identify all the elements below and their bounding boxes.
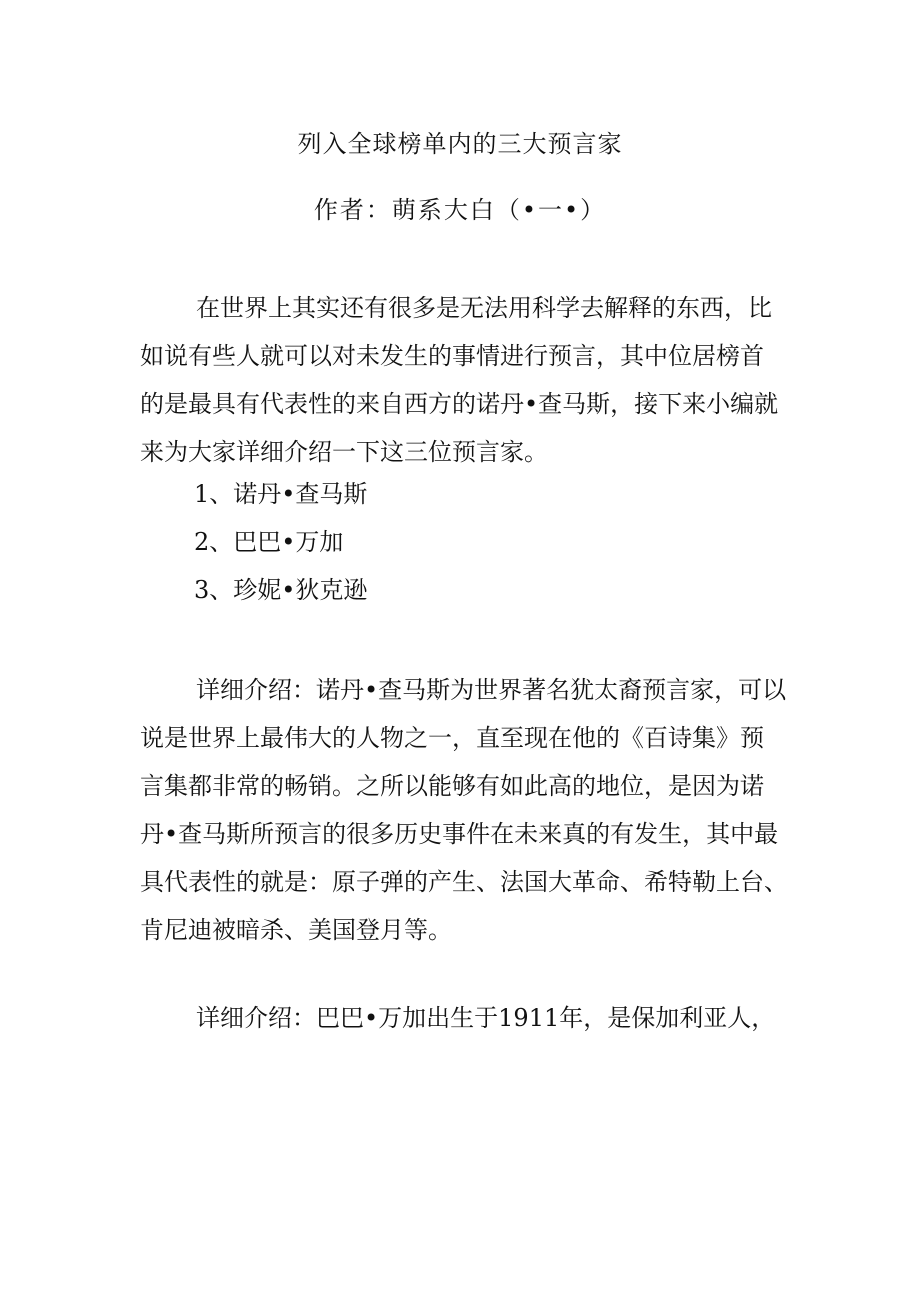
detail-line: 具代表性的就是：原子弹的产生、法国大革命、希特勒上台、: [140, 868, 788, 896]
detail-line: 详细介绍：诺丹•查马斯为世界著名犹太裔预言家，可以: [196, 676, 787, 704]
document-title: 列入全球榜单内的三大预言家: [297, 130, 623, 158]
intro-line: 在世界上其实还有很多是无法用科学去解释的东西，比: [196, 294, 772, 322]
detail-paragraph-baba-vanga: [140, 994, 790, 1042]
detail-line: 丹•查马斯所预言的很多历史事件在未来真的有发生，其中最: [140, 820, 779, 848]
intro-paragraph: [140, 284, 790, 476]
detail-line: 肯尼迪被暗杀、美国登月等。: [140, 916, 452, 944]
intro-line: 的是最具有代表性的来自西方的诺丹•查马斯，接下来小编就: [140, 390, 779, 418]
intro-line: 如说有些人就可以对未发生的事情进行预言，其中位居榜首: [140, 342, 764, 370]
list-item: 3、珍妮•狄克逊: [194, 576, 368, 604]
author-line: 作者：萌系大白（•一•）: [313, 196, 607, 224]
intro-line: 来为大家详细介绍一下这三位预言家。: [140, 438, 548, 466]
list-item: 2、巴巴•万加: [194, 528, 344, 556]
detail-line: 详细介绍：巴巴•万加出生于1911年，是保加利亚人，: [196, 1004, 776, 1032]
detail-line: 言集都非常的畅销。之所以能够有如此高的地位，是因为诺: [140, 772, 764, 800]
list-item: 1、诺丹•查马斯: [194, 480, 368, 508]
detail-line: 说是世界上最伟大的人物之一，直至现在他的《百诗集》预: [140, 724, 764, 752]
detail-paragraph-nostradamus: [140, 666, 790, 954]
